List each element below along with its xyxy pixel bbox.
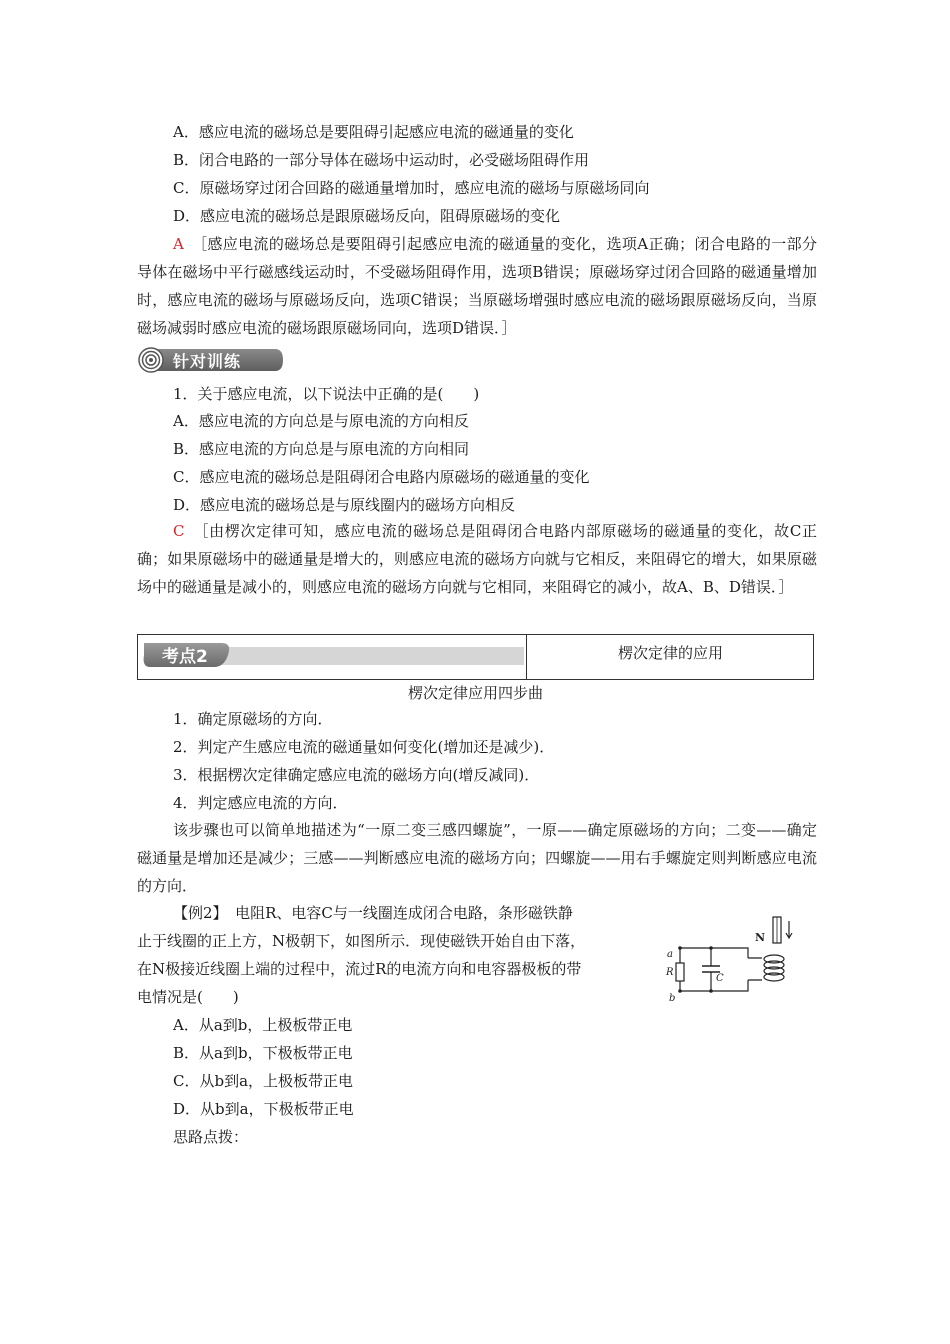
training-answer-letter: C [173,522,185,540]
badge-label: 针对训练 [173,352,242,371]
example-option-a: A．从a到b，上极板带正电 [173,1016,353,1034]
step-1: 1．确定原磁场的方向． [173,710,333,728]
label-c: C [716,973,724,984]
step-3: 3．根据楞次定律确定感应电流的磁场方向(增反减同)． [173,766,540,784]
step-2: 2．判定产生感应电流的磁通量如何变化(增加还是减少)． [173,738,555,756]
bottom-wire [680,980,748,991]
training-option-b: B．感应电流的方向总是与原电流的方向相同 [173,440,470,458]
training-answer-text: ［由楞次定律可知，感应电流的磁场总是阻碍闭合电路内部原磁场的磁通量的变化，故C正确；如果原磁场中的磁通量是增大的，则感应电流的磁场方向就与它相反，来阻碍它的增大，如果原磁场中的磁通量是减小的，则感应电流的磁场方向就与它相同，来阻碍它的减小，故A、B、D错误．］ [137,522,817,596]
label-n: N [755,931,766,944]
example-first-line [173,903,573,923]
section-subtitle: 楞次定律应用四步曲 [407,684,543,702]
training-option-c: C．感应电流的磁场总是阻碍闭合电路内原磁场的磁通量的变化 [173,468,590,486]
example-line-2: 止于线圈的正上方，N极朝下，如图所示．现使磁铁开始自由下落， [137,932,586,950]
training-option-d: D．感应电流的磁场总是与原线圈内的磁场方向相反 [173,496,516,514]
top-wire [680,948,748,958]
example-line-4: 电情况是( ) [137,988,239,1006]
option-a: A．感应电流的磁场总是要阻碍引起感应电流的磁通量的变化 [173,123,574,141]
section-header [137,634,814,680]
label-r: R [666,967,674,978]
example-line-3: 在N极接近线圈上端的过程中，流过R的电流方向和电容器极板的带 [137,960,582,978]
circuit-diagram [658,913,808,1003]
section-label: 考点2 [162,647,208,667]
training-badge [137,347,287,373]
label-a: a [667,949,673,960]
section-title: 楞次定律的应用 [617,644,723,662]
training-question: 1．关于感应电流，以下说法中正确的是( ) [173,385,480,403]
option-d: D．感应电流的磁场总是跟原磁场反向，阻碍原磁场的变化 [173,207,561,225]
answer-letter: A [173,235,184,253]
example-option-d: D．从b到a，下极板带正电 [173,1100,354,1118]
option-c: C．原磁场穿过闭合回路的磁通量增加时，感应电流的磁场与原磁场同向 [173,179,650,197]
resistor [676,963,684,981]
training-option-a: A．感应电流的方向总是与原电流的方向相反 [173,412,469,430]
label-b: b [669,993,676,1003]
example-hint: 思路点拨： [173,1128,249,1146]
option-b: B．闭合电路的一部分导体在磁场中运动时，必受磁场阻碍作用 [173,151,590,169]
training-answer [137,517,817,601]
example-option-c: C．从b到a，上极板带正电 [173,1072,354,1090]
example-tag: 【例2】 [173,904,221,922]
example-line-1: 电阻R、电容C与一线圈连成闭合电路，条形磁铁静 [235,904,573,922]
coil [764,955,784,981]
section-label-cell [138,635,527,679]
answer-text: ［感应电流的磁场总是要阻碍引起感应电流的磁通量的变化，选项A正确；闭合电路的一部分导体在磁场中平行磁感线运动时，不受磁场阻碍作用，选项B错误；原磁场穿过闭合回路的磁通量增加时，感应电流的磁场与原磁场反向，选项C错误；当原磁场增强时感应电流的磁场跟原磁场反向，当原磁场减弱时感应电流的磁场跟原磁场同向，选项D错误．］ [137,235,817,337]
steps-summary: 该步骤也可以简单地描述为“一原二变三感四螺旋”，一原——确定原磁场的方向；二变——确定磁通量是增加还是减少；三感——判断感应电流的磁场方向；四螺旋——用右手螺旋定则判断感应电流的方向． [137,821,817,895]
step-4: 4．判定感应电流的方向． [173,794,348,812]
answer-explanation [137,230,817,342]
example-option-b: B．从a到b，下极板带正电 [173,1044,353,1062]
